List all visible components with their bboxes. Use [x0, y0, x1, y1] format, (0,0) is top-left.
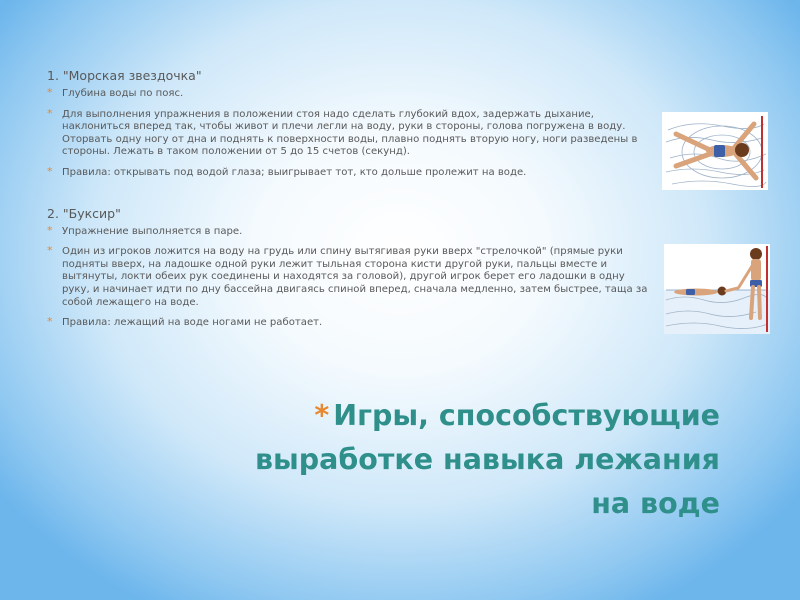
- bullet-text: Для выполнения упражнения в положении стоя надо сделать глубокий вдох, задержать дыхание, наклониться вперед так, чтобы живот и плечи легли на воду, руки в стороны, голова погружена в воду. Оторвать одну ногу от дна и поднять к поверхности воды, плавно поднять вторую ногу, ноги разведены в стороны. Лежать в таком положении от 5 до 15 счетов (секунд).: [62, 108, 638, 158]
- bullet-text: Правила: лежащий на воде ногами не работает.: [62, 317, 323, 329]
- section-title-starfish: 1. "Морская звездочка": [47, 68, 202, 83]
- bullet-star-icon: *: [47, 164, 53, 178]
- section-title-tugboat: 2. "Буксир": [47, 205, 121, 221]
- heading-star-icon: *: [314, 399, 330, 432]
- bullet-item: [47, 246, 652, 309]
- bullet-item: [47, 223, 652, 239]
- heading-line-2: выработке навыка лежания: [254, 443, 720, 476]
- bullet-star-icon: *: [47, 223, 53, 237]
- bullet-text: Упражнение выполняется в паре.: [62, 225, 243, 237]
- bullet-star-icon: *: [47, 315, 53, 329]
- bullet-star-icon: *: [47, 86, 53, 99]
- heading-line-3: на воде: [591, 487, 720, 520]
- bullet-item: [47, 88, 652, 101]
- bullet-text: Один из игроков ложится на воду на грудь или спину вытягивая руки вверх "стрелочкой" (прямые руки подняты вверх, на ладошке одной руки лежит тыльная сторона кисти другой руки, пальцы вместе и вытянуты, локти обеих рук соединены и находятся за головой), другой игрок берет его ладошки в одну руку, и начинает идти по дну бассейна двигаясь спиной вперед, сначала медленно, затем быстрее, таща за собой лежащего на воде.: [62, 246, 648, 308]
- heading-line-1: * Игры, способствующие: [314, 399, 720, 432]
- bullet-item: [47, 164, 652, 180]
- bullet-star-icon: *: [47, 244, 53, 258]
- bullet-item: [47, 106, 652, 159]
- bullet-item: [47, 317, 652, 330]
- bullet-text: Глубина воды по пояс.: [62, 88, 184, 99]
- bullet-text: Правила: открывать под водой глаза; выигрывает тот, кто дольше пролежит на воде.: [62, 166, 527, 178]
- slide-heading: [220, 394, 720, 526]
- bullet-star-icon: *: [47, 106, 53, 120]
- starfish-illustration: [662, 112, 768, 190]
- exercise-list: [47, 68, 652, 338]
- tugboat-illustration: [664, 244, 770, 334]
